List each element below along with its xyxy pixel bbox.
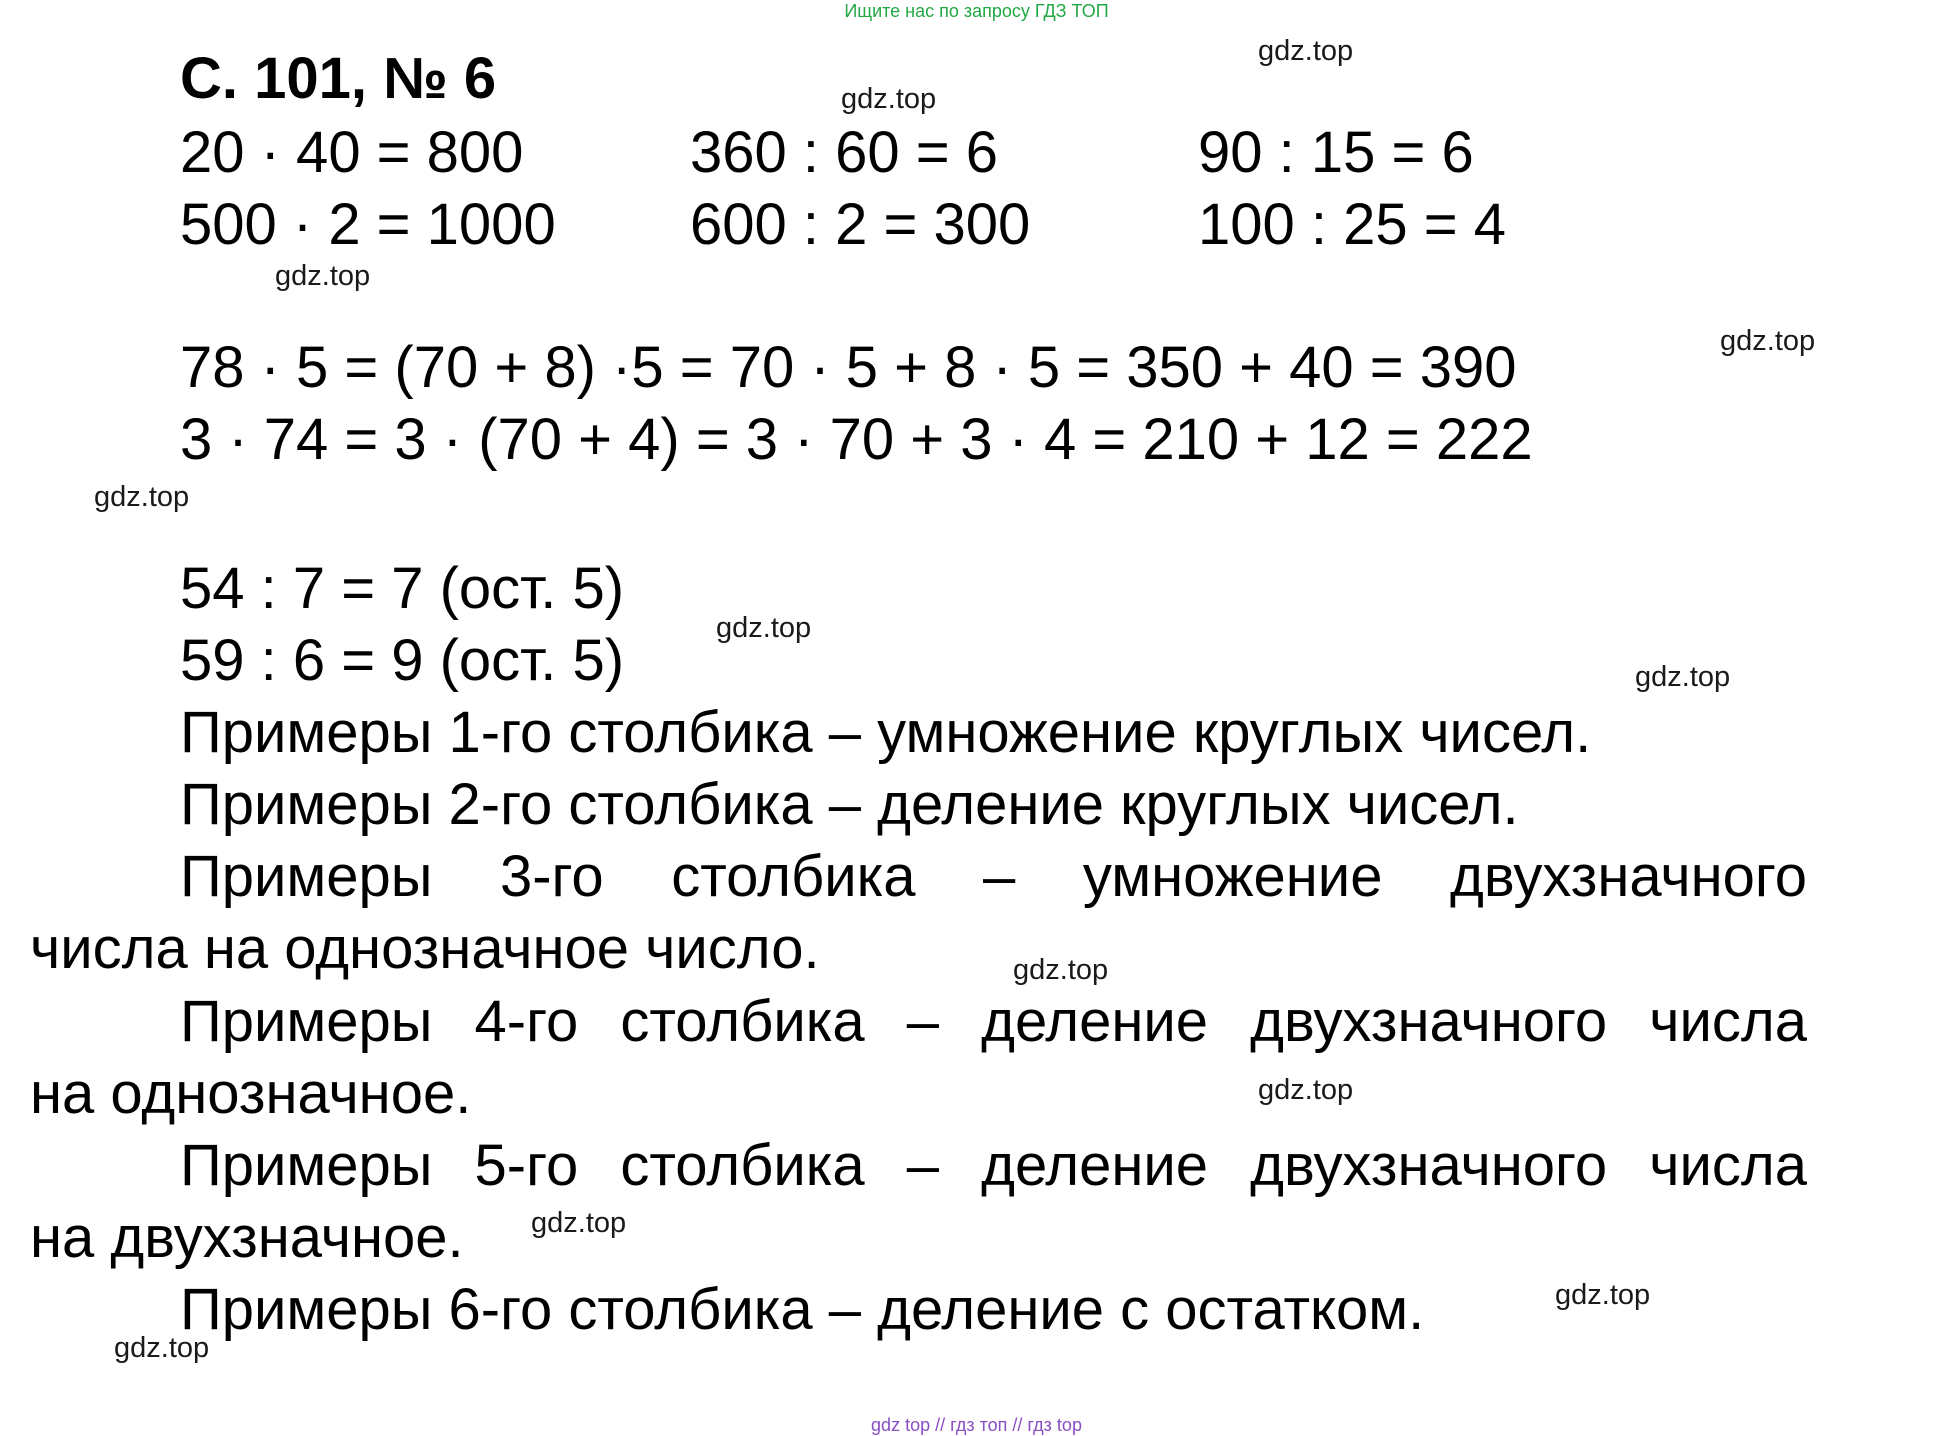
explanation-3-word: столбика: [671, 844, 916, 909]
page-title: С. 101, № 6: [180, 46, 497, 111]
equation-r2-c2: 600 : 2 = 300: [690, 192, 1031, 257]
top-banner: Ищите нас по запросу ГДЗ ТОП: [844, 1, 1109, 21]
equation-r2-c3: 100 : 25 = 4: [1198, 192, 1506, 257]
explanation-3-word: Примеры: [180, 844, 433, 909]
explanation-4: Примеры 4-го столбика – деление двухзначного числа: [180, 989, 1807, 1054]
equation-r2-c1: 500 · 2 = 1000: [180, 192, 556, 257]
distributive-line-2: 3 · 74 = 3 · (70 + 4) = 3 · 70 + 3 · 4 = 210 + 12 = 222: [180, 407, 1533, 472]
explanation-5: Примеры 5-го столбика – деление двухзначного числа: [180, 1133, 1807, 1198]
explanation-3-word: умножение: [1082, 844, 1383, 909]
explanation-3-word: двухзначного: [1450, 844, 1807, 909]
watermark: gdz.top: [531, 1207, 627, 1239]
explanation-6: Примеры 6-го столбика – деление с остатком.: [180, 1277, 1425, 1342]
watermark: gdz.top: [275, 260, 371, 292]
watermark: gdz.top: [1635, 661, 1731, 693]
watermark: gdz.top: [94, 481, 190, 513]
equation-r1-c1: 20 · 40 = 800: [180, 120, 524, 185]
watermark: gdz.top: [716, 612, 812, 644]
watermark: gdz.top: [1258, 35, 1354, 67]
explanation-2: Примеры 2-го столбика – деление круглых чисел.: [180, 772, 1519, 837]
explanation-3-word: 3-го: [499, 844, 604, 909]
equation-r1-c3: 90 : 15 = 6: [1198, 120, 1474, 185]
equation-r1-c2: 360 : 60 = 6: [690, 120, 998, 185]
watermark: gdz.top: [841, 83, 937, 115]
remainder-line-2: 59 : 6 = 9 (ост. 5): [180, 628, 625, 693]
explanation-3: [180, 844, 1807, 909]
explanation-5-continued: на двухзначное.: [30, 1205, 464, 1270]
watermark: gdz.top: [1013, 954, 1109, 986]
distributive-line-1: 78 · 5 = (70 + 8) ·5 = 70 · 5 + 8 · 5 = 350 + 40 = 390: [180, 335, 1517, 400]
explanation-4-continued: на однозначное.: [30, 1061, 472, 1126]
explanation-1: Примеры 1-го столбика – умножение круглых чисел.: [180, 700, 1592, 765]
explanation-3-continued: числа на однозначное число.: [30, 916, 820, 981]
watermark: gdz.top: [1720, 325, 1816, 357]
watermark: gdz.top: [1555, 1279, 1651, 1311]
footer-banner: gdz top // гдз топ // гдз top: [871, 1415, 1082, 1435]
watermark: gdz.top: [114, 1332, 210, 1364]
watermark: gdz.top: [1258, 1074, 1354, 1106]
explanation-3-word: –: [983, 844, 1016, 909]
remainder-line-1: 54 : 7 = 7 (ост. 5): [180, 556, 625, 621]
